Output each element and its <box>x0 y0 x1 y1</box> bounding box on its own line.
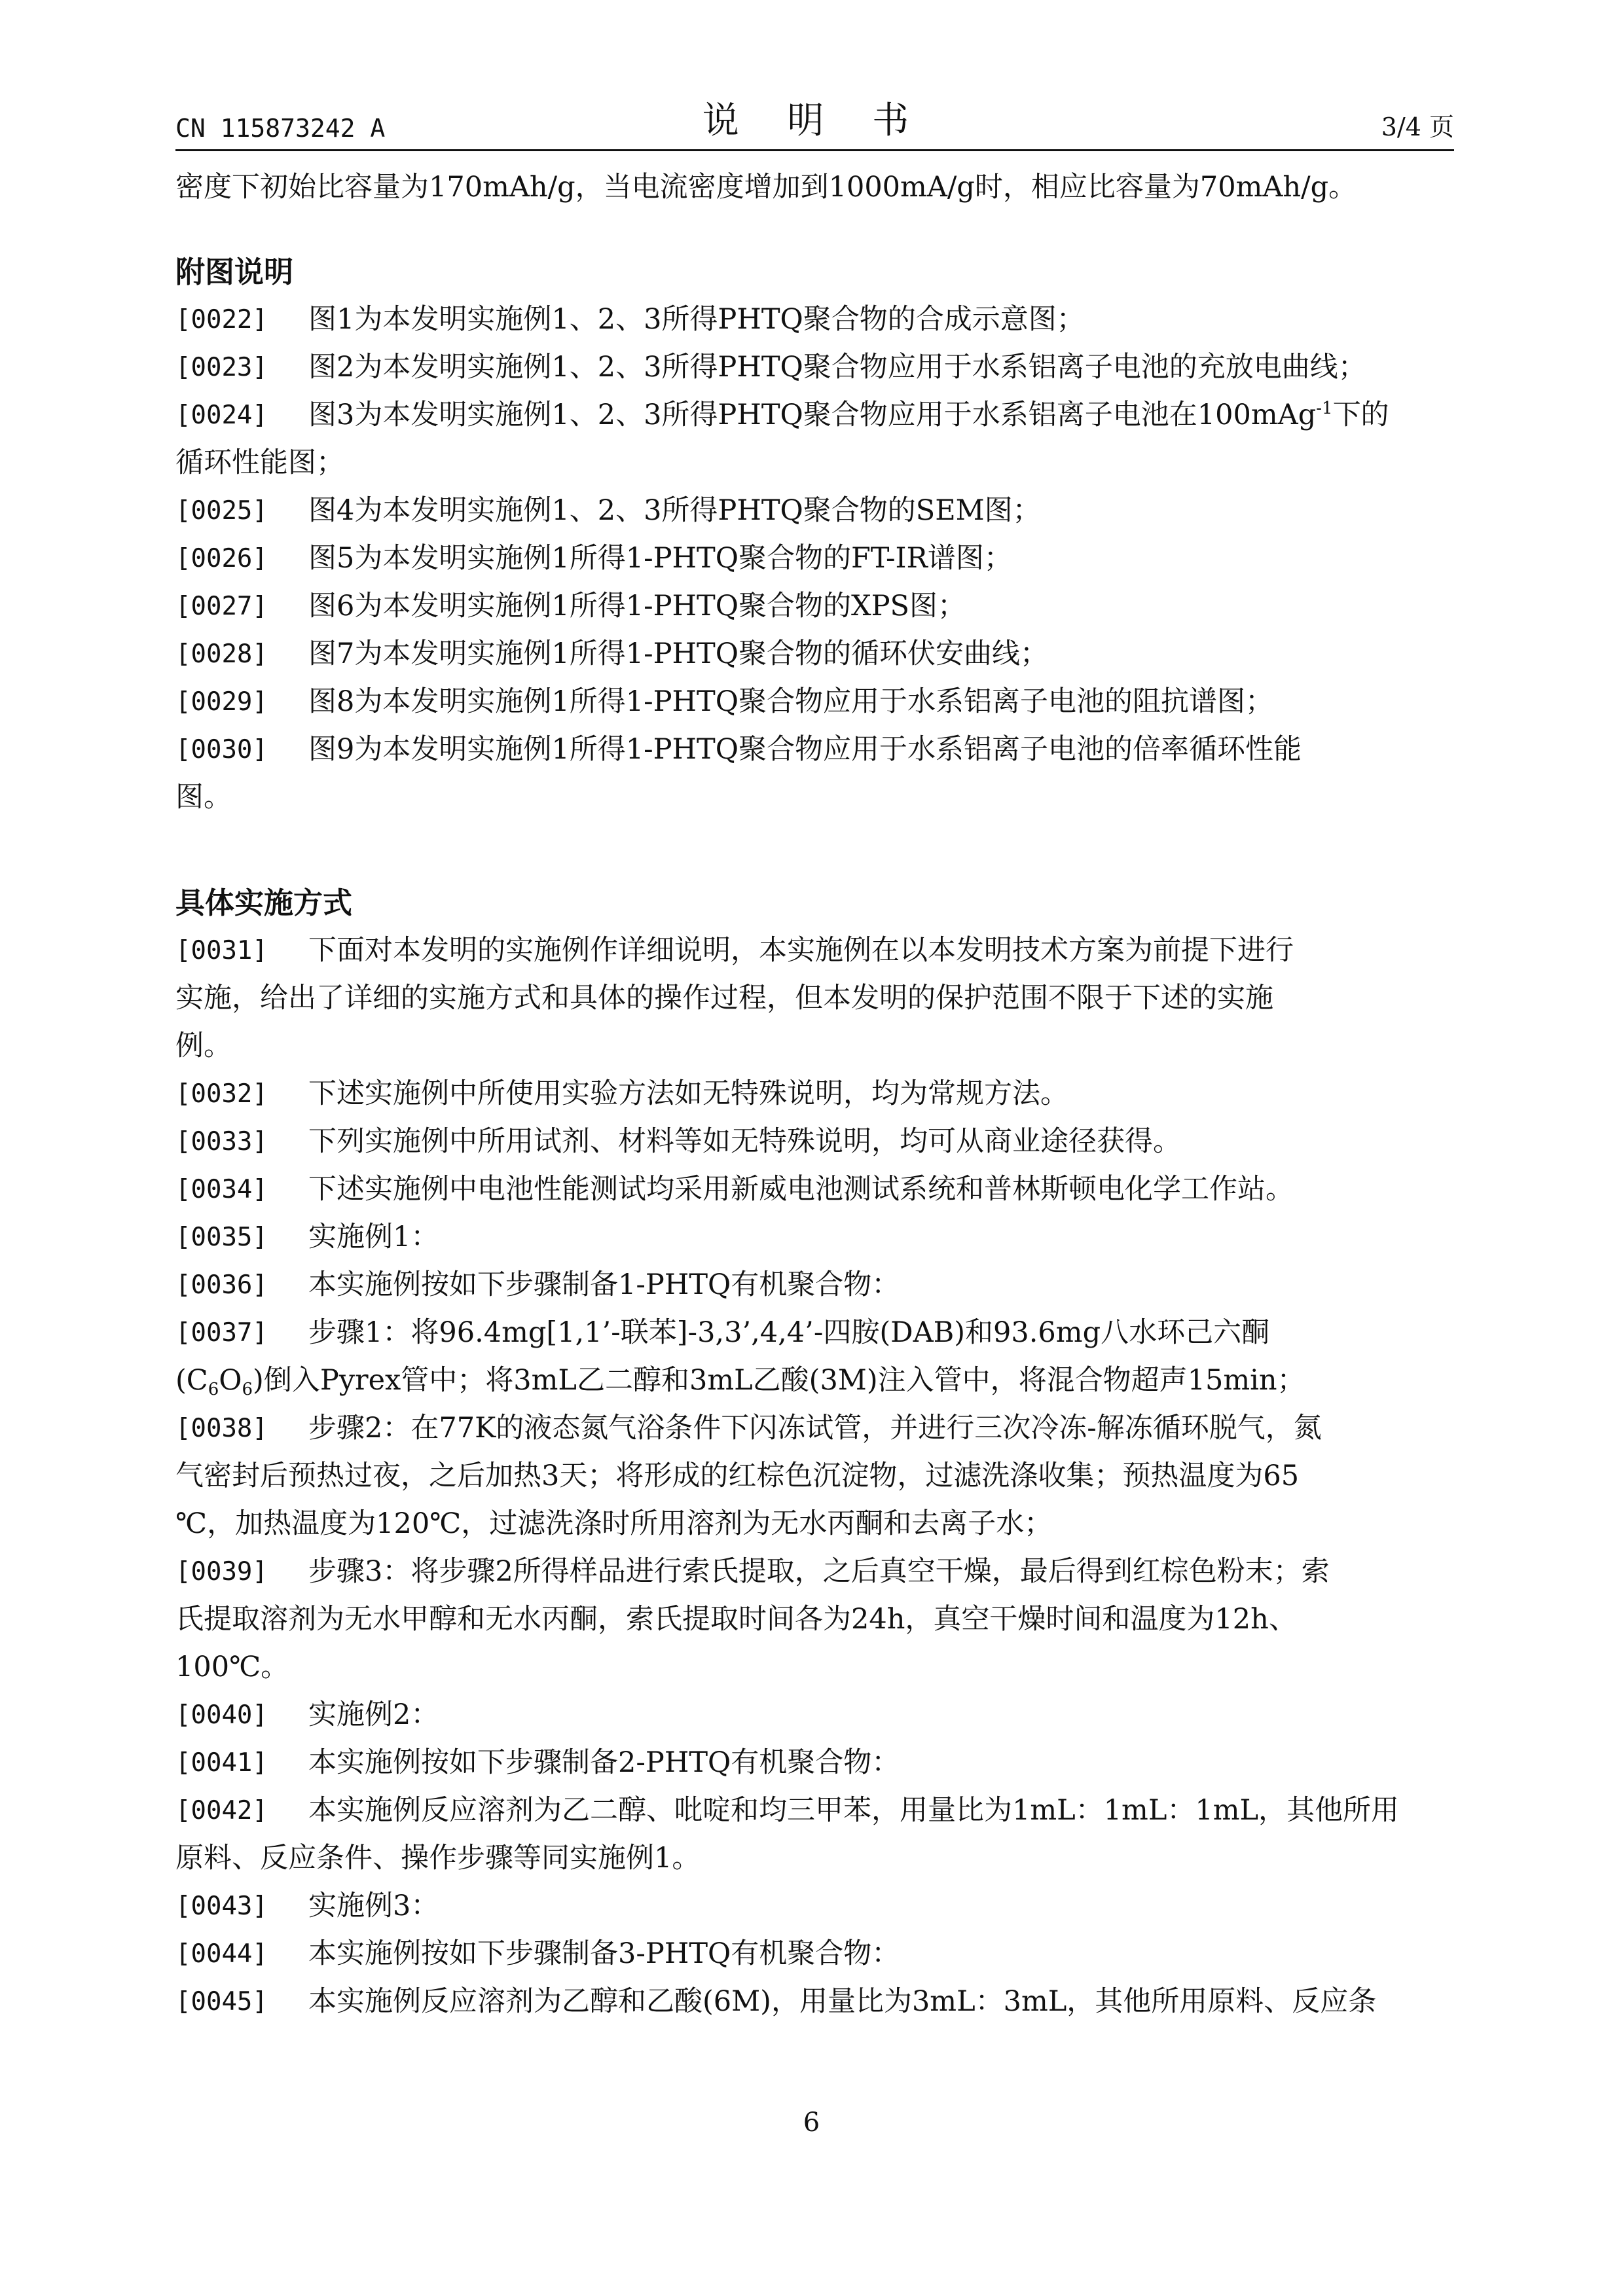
paragraph-number: [0033] <box>175 1127 268 1157</box>
paragraph-0034 <box>175 1166 1454 1213</box>
paragraph-number: [0029] <box>175 687 268 717</box>
paragraph-text-continued: 原料、反应条件、操作步骤等同实施例1。 <box>175 1842 701 1874</box>
paragraph-text-continued: 氏提取溶剂为无水甲醇和无水丙酮，索氏提取时间各为24h，真空干燥时间和温度为12h、 <box>175 1603 1297 1636</box>
paragraph-0037 <box>175 1309 1454 1405</box>
paragraph-text: 下列实施例中所用试剂、材料等如无特殊说明，均可从商业途径获得。 <box>308 1125 1181 1158</box>
paragraph-number: [0042] <box>175 1796 268 1825</box>
document-body <box>175 164 1454 2026</box>
paragraph-text-continued <box>175 1357 1454 1405</box>
paragraph-text-continued: 例。 <box>175 1030 232 1062</box>
paragraph-number: [0031] <box>175 936 268 965</box>
paragraph-text: 步骤2：在77K的液态氮气浴条件下闪冻试管，并进行三次冷冻-解冻循环脱气，氮 <box>308 1412 1322 1444</box>
paragraph-0024 <box>175 391 1454 487</box>
paragraph-number: [0043] <box>175 1892 268 1921</box>
paragraph-0041 <box>175 1739 1454 1787</box>
subscript: 6 <box>208 1380 219 1399</box>
paragraph-text: 本实施例按如下步骤制备3-PHTQ有机聚合物： <box>308 1937 900 1970</box>
document-title: 说 明 书 <box>702 99 928 142</box>
paragraph-number: [0026] <box>175 544 268 573</box>
paragraph-number: [0039] <box>175 1557 268 1587</box>
paragraph-text-continued: 实施，给出了详细的实施方式和具体的操作过程，但本发明的保护范围不限于下述的实施 <box>175 982 1273 1014</box>
paragraph-number: [0044] <box>175 1939 268 1969</box>
section-heading-figures: 附图说明 <box>175 255 294 289</box>
paragraph-number: [0027] <box>175 592 268 621</box>
paragraph-text: 图7为本发明实施例1所得1-PHTQ聚合物的循环伏安曲线； <box>308 637 1048 670</box>
subscript: 6 <box>242 1380 253 1399</box>
paragraph-0027 <box>175 583 1454 630</box>
intro-line: 密度下初始比容量为170mAh/g，当电流密度增加到1000mA/g时，相应比容量为70mAh/g。 <box>175 171 1357 204</box>
paragraph-text: 步骤1：将96.4mg[1,1’-联苯]-3,3’,4,4’-四胺(DAB)和93.6mg八水环己六酮 <box>308 1316 1270 1349</box>
paragraph-number: [0040] <box>175 1700 268 1730</box>
paragraph-text: 下面对本发明的实施例作详细说明，本实施例在以本发明技术方案为前提下进行 <box>308 934 1294 967</box>
paragraph-0022 <box>175 296 1454 344</box>
paragraph-0045 <box>175 1978 1454 2026</box>
paragraph-0042 <box>175 1787 1454 1882</box>
paragraph-text: 步骤3：将步骤2所得样品进行索氏提取，之后真空干燥，最后得到红棕色粉末；索 <box>308 1555 1330 1588</box>
paragraph-0040 <box>175 1691 1454 1739</box>
page-number: 6 <box>803 2108 820 2138</box>
paragraph-number: [0037] <box>175 1318 268 1348</box>
paragraph-text: 实施例2： <box>308 1698 439 1731</box>
paragraph-text: 图6为本发明实施例1所得1-PHTQ聚合物的XPS图； <box>308 590 966 622</box>
page-indicator: 3/4 页 <box>1381 113 1454 141</box>
paragraph-text-continued: ℃，加热温度为120℃，过滤洗涤时所用溶剂为无水丙酮和去离子水； <box>175 1507 1053 1540</box>
paragraph-0032 <box>175 1070 1454 1118</box>
paragraph-0031 <box>175 927 1454 1070</box>
paragraph-text: 本实施例反应溶剂为乙二醇、吡啶和均三甲苯，用量比为1mL：1mL：1mL，其他所用 <box>308 1794 1400 1827</box>
paragraph-0026 <box>175 535 1454 583</box>
paragraph-number: [0030] <box>175 735 268 764</box>
paragraph-text: 实施例1： <box>308 1221 439 1253</box>
formula-part: )倒入Pyrex管中；将3mL乙二醇和3mL乙酸(3M)注入管中，将混合物超声15min； <box>253 1364 1305 1397</box>
paragraph-0030 <box>175 726 1454 821</box>
paragraph-text: 图3为本发明实施例1、2、3所得PHTQ聚合物应用于水系铝离子电池在100mAg <box>308 399 1317 431</box>
paragraph-0035 <box>175 1213 1454 1261</box>
paragraph-0039 <box>175 1548 1454 1691</box>
formula-part: (C <box>175 1364 208 1397</box>
paragraph-text-continued: 循环性能图； <box>175 446 344 479</box>
paragraph-0023 <box>175 344 1454 391</box>
paragraph-text: 图1为本发明实施例1、2、3所得PHTQ聚合物的合成示意图； <box>308 303 1085 336</box>
paragraph-0038 <box>175 1405 1454 1548</box>
paragraph-number: [0025] <box>175 496 268 526</box>
publication-number: CN 115873242 A <box>175 114 386 143</box>
paragraph-number: [0032] <box>175 1079 268 1109</box>
paragraph-number: [0028] <box>175 639 268 669</box>
paragraph-text-continued: 图。 <box>175 781 232 814</box>
paragraph-number: [0036] <box>175 1270 268 1300</box>
paragraph-0033 <box>175 1118 1454 1166</box>
paragraph-text: 图9为本发明实施例1所得1-PHTQ聚合物应用于水系铝离子电池的倍率循环性能 <box>308 733 1302 766</box>
paragraph-number: [0035] <box>175 1223 268 1252</box>
paragraph-text: 本实施例按如下步骤制备1-PHTQ有机聚合物： <box>308 1268 900 1301</box>
paragraph-text: 本实施例反应溶剂为乙醇和乙酸(6M)，用量比为3mL：3mL，其他所用原料、反应条 <box>308 1985 1377 2018</box>
paragraph-text: 下的 <box>1332 399 1389 431</box>
paragraph-text: 图8为本发明实施例1所得1-PHTQ聚合物应用于水系铝离子电池的阻抗谱图； <box>308 685 1273 718</box>
paragraph-text: 图2为本发明实施例1、2、3所得PHTQ聚合物应用于水系铝离子电池的充放电曲线； <box>308 351 1366 384</box>
paragraph-text: 图5为本发明实施例1所得1-PHTQ聚合物的FT-IR谱图； <box>308 542 1012 575</box>
paragraph-0044 <box>175 1930 1454 1978</box>
paragraph-number: [0024] <box>175 401 268 430</box>
paragraph-text: 图4为本发明实施例1、2、3所得PHTQ聚合物的SEM图； <box>308 494 1041 527</box>
paragraph-number: [0022] <box>175 305 268 334</box>
paragraph-text: 本实施例按如下步骤制备2-PHTQ有机聚合物： <box>308 1746 900 1779</box>
paragraph-0029 <box>175 678 1454 726</box>
paragraph-number: [0041] <box>175 1748 268 1778</box>
page-header <box>175 92 1454 151</box>
paragraph-number: [0023] <box>175 353 268 382</box>
formula-part: O <box>219 1364 242 1397</box>
paragraph-0036 <box>175 1261 1454 1309</box>
paragraph-0028 <box>175 630 1454 678</box>
paragraph-number: [0034] <box>175 1175 268 1204</box>
paragraph-text: 实施例3： <box>308 1890 439 1922</box>
paragraph-0043 <box>175 1882 1454 1930</box>
paragraph-text: 下述实施例中所使用实验方法如无特殊说明，均为常规方法。 <box>308 1077 1068 1110</box>
superscript: -1 <box>1316 399 1333 418</box>
section-heading-embodiments: 具体实施方式 <box>175 886 353 920</box>
paragraph-text-continued: 气密封后预热过夜，之后加热3天；将形成的红棕色沉淀物，过滤洗涤收集；预热温度为65 <box>175 1460 1300 1492</box>
paragraph-number: [0038] <box>175 1414 268 1443</box>
paragraph-text-continued: 100℃。 <box>175 1651 289 1683</box>
paragraph-number: [0045] <box>175 1987 268 2017</box>
paragraph-0025 <box>175 487 1454 535</box>
header-rule <box>175 149 1454 151</box>
paragraph-text: 下述实施例中电池性能测试均采用新威电池测试系统和普林斯顿电化学工作站。 <box>308 1173 1294 1206</box>
